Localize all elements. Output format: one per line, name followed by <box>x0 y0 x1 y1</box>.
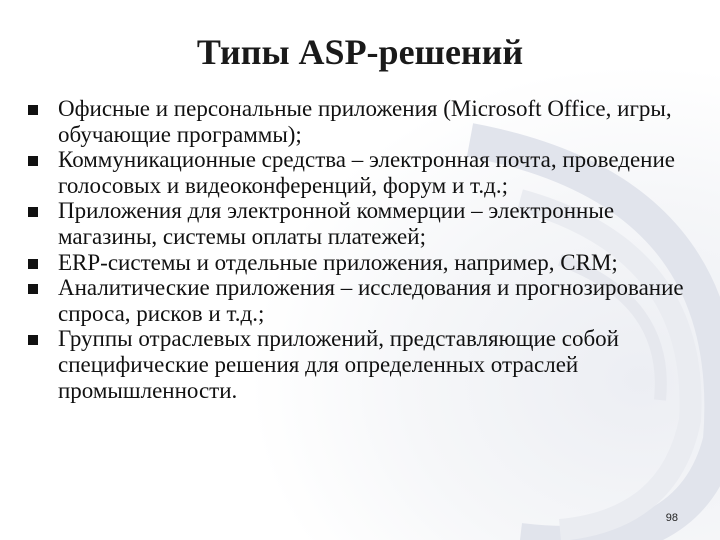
bullet-text: Офисные и персональные приложения (Microsoft Office, игры, обучающие программы); <box>58 96 672 147</box>
bullet-item <box>22 147 702 198</box>
square-bullet-icon <box>28 207 38 217</box>
slide-title: Типы ASP-решений <box>196 32 524 72</box>
bullet-item <box>22 198 702 249</box>
bullet-item <box>22 250 702 276</box>
bullet-text: Аналитические приложения – исследования и прогнозирование спроса, рисков и т.д.; <box>58 275 684 326</box>
square-bullet-icon <box>28 284 38 294</box>
bullet-text: Коммуникационные средства – электронная почта, проведение голосовых и видеоконференций, форум и т.д.; <box>58 147 676 198</box>
bullet-list <box>22 96 702 403</box>
square-bullet-icon <box>28 259 38 269</box>
square-bullet-icon <box>28 156 38 166</box>
square-bullet-icon <box>28 105 38 115</box>
bullet-text: ERP-системы и отдельные приложения, например, CRM; <box>58 249 618 275</box>
page-number: 98 <box>665 512 678 524</box>
bullet-item <box>22 96 702 147</box>
square-bullet-icon <box>28 335 38 345</box>
bullet-item <box>22 326 702 403</box>
bullet-text: Приложения для электронной коммерции – электронные магазины, системы оплаты платежей; <box>58 198 615 249</box>
bullet-item <box>22 275 702 326</box>
bullet-text: Группы отраслевых приложений, представляющие собой специфические решения для определенных отраслей промышленности. <box>58 326 619 403</box>
